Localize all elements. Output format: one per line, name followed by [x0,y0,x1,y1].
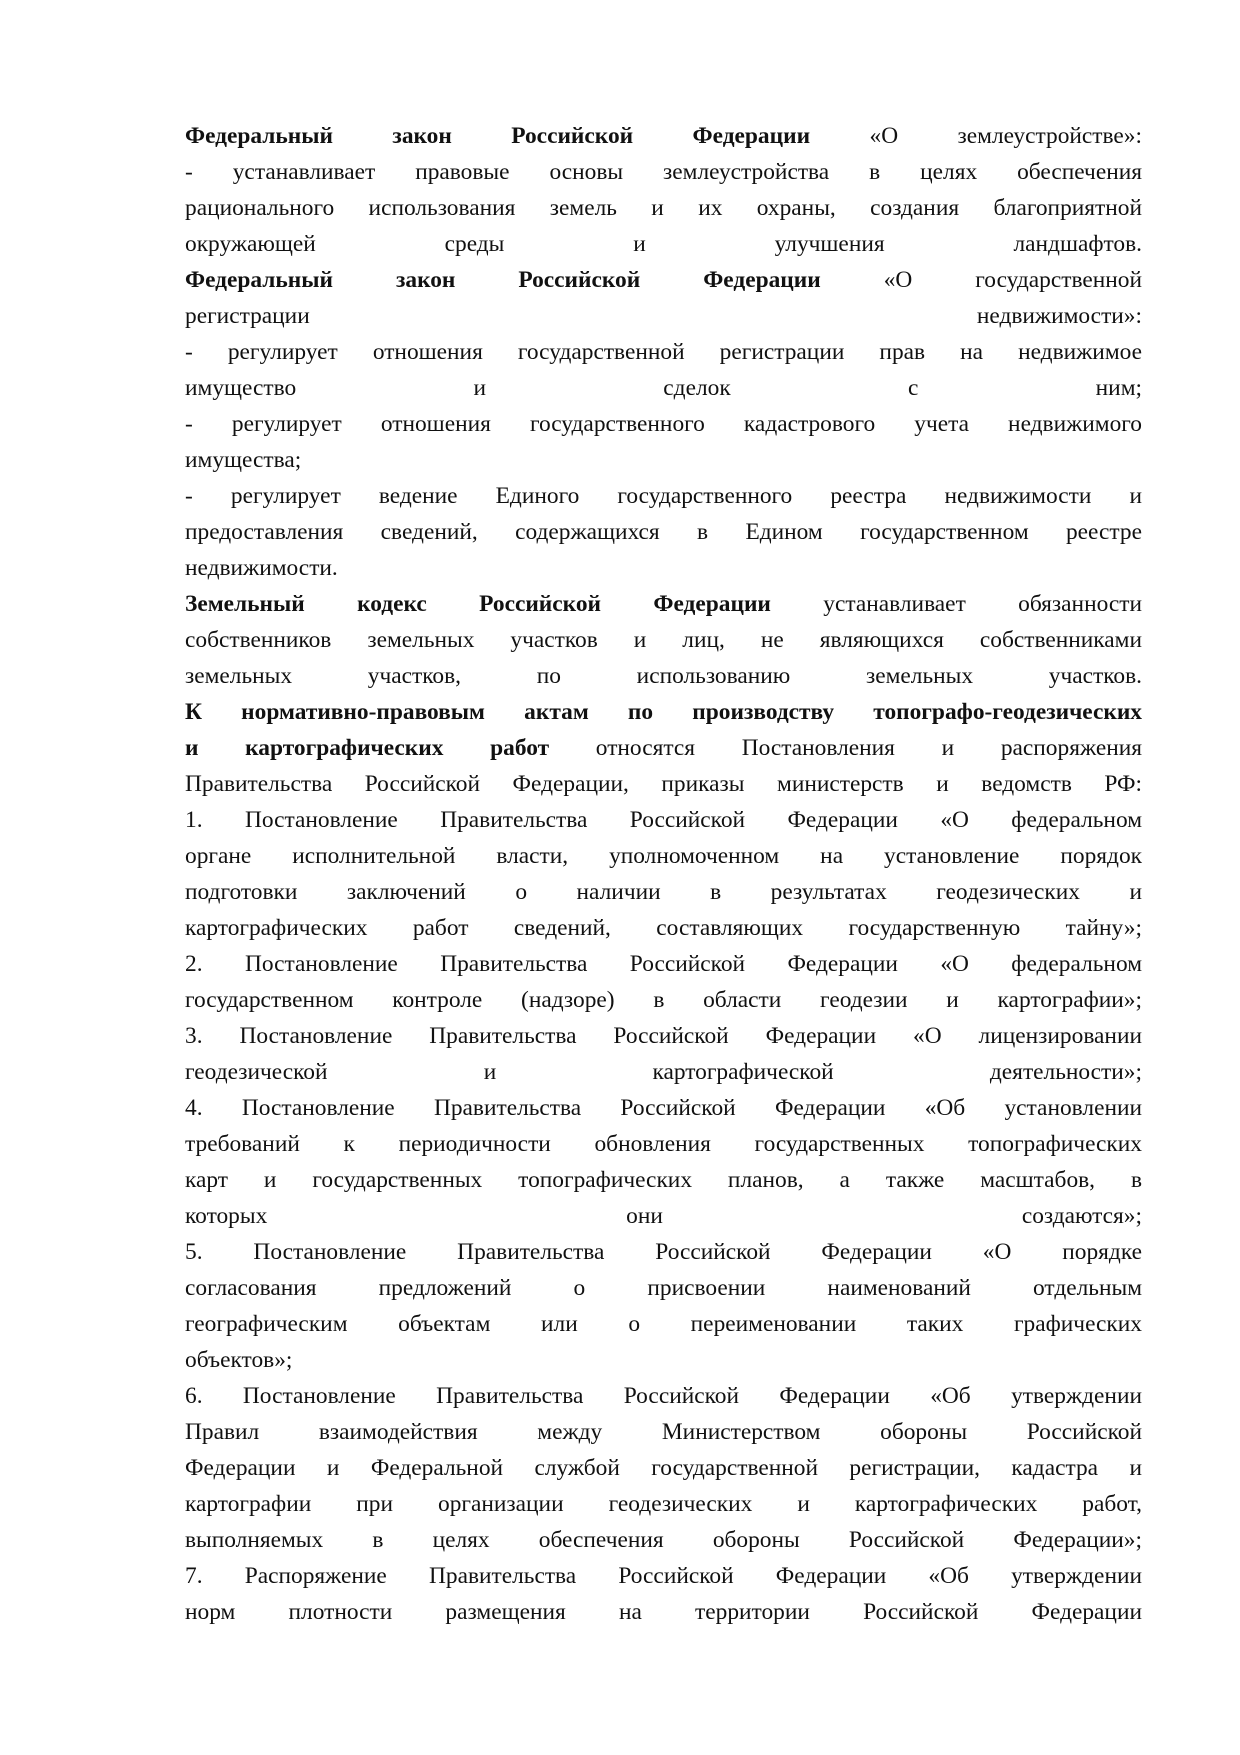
bold-heading-text: Федеральный закон Российской Федерации [185,267,821,293]
body-text: окружающей среды и улучшения ландшафтов. [185,231,1142,257]
body-text: выполняемых в целях обеспечения обороны Российской Федерации»; [185,1527,1142,1553]
text-line [185,694,1142,730]
body-text: «О землеустройстве»: [810,123,1142,149]
body-text: рационального использования земель и их охраны, создания благоприятной [185,195,1142,221]
text-line [185,1414,1142,1450]
body-text: геодезической и картографической деятельности»; [185,1059,1142,1085]
body-text: имущество и сделок с ним; [185,375,1142,401]
body-text: «О государственной [820,267,1142,293]
text-line [185,1594,1142,1630]
text-line [185,298,1142,334]
body-text: 6. Постановление Правительства Российской Федерации «Об утверждении [185,1383,1142,1409]
body-text: собственников земельных участков и лиц, не являющихся собственниками [185,627,1142,653]
document-page [185,118,1142,1630]
bold-heading-text: Федеральный закон Российской Федерации [185,123,811,149]
body-text: норм плотности размещения на территории Российской Федерации [185,1599,1142,1625]
text-line [185,262,1142,298]
text-line [185,1162,1142,1198]
body-text: Федерации и Федеральной службой государственной регистрации, кадастра и [185,1455,1142,1481]
text-line [185,226,1142,262]
text-line [185,658,1142,694]
text-line [185,1558,1142,1594]
body-text: Правительства Российской Федерации, приказы министерств и ведомств РФ: [185,771,1142,797]
body-text: 3. Постановление Правительства Российской Федерации «О лицензировании [185,1023,1142,1049]
text-line [185,586,1142,622]
body-text: - регулирует ведение Единого государственного реестра недвижимости и [185,483,1142,509]
body-text: органе исполнительной власти, уполномоченном на установление порядок [185,843,1142,869]
text-line [185,730,1142,766]
body-text: - регулирует отношения государственного кадастрового учета недвижимого [185,411,1142,437]
text-line [185,982,1142,1018]
body-text: предоставления сведений, содержащихся в Едином государственном реестре [185,519,1142,545]
body-text: земельных участков, по использованию земельных участков. [185,663,1142,689]
body-text: устанавливает обязанности [770,591,1142,617]
text-line [185,478,1142,514]
body-text: имущества; [185,447,302,473]
body-text: относятся Постановления и распоряжения [549,735,1142,761]
body-text: требований к периодичности обновления государственных топографических [185,1131,1142,1157]
body-text: которых они создаются»; [185,1203,1142,1229]
body-text: картографических работ сведений, составляющих государственную тайну»; [185,915,1142,941]
bold-heading-text: Земельный кодекс Российской Федерации [185,591,771,617]
body-text: 5. Постановление Правительства Российской Федерации «О порядке [185,1239,1142,1265]
body-text: Правил взаимодействия между Министерством обороны Российской [185,1419,1142,1445]
text-line [185,766,1142,802]
text-line [185,1522,1142,1558]
text-line [185,1306,1142,1342]
text-line [185,1090,1142,1126]
body-text: недвижимости. [185,555,338,581]
text-line [185,838,1142,874]
text-line [185,874,1142,910]
text-line [185,1234,1142,1270]
body-text: картографии при организации геодезических и картографических работ, [185,1491,1142,1517]
body-text: карт и государственных топографических планов, а также масштабов, в [185,1167,1142,1193]
text-line [185,946,1142,982]
text-line [185,550,1142,586]
body-text: 7. Распоряжение Правительства Российской Федерации «Об утверждении [185,1563,1142,1589]
text-line [185,1450,1142,1486]
text-line [185,1486,1142,1522]
text-line [185,1018,1142,1054]
body-text: 2. Постановление Правительства Российской Федерации «О федеральном [185,951,1142,977]
text-line [185,406,1142,442]
text-line [185,334,1142,370]
text-line [185,190,1142,226]
text-line [185,154,1142,190]
text-line [185,1054,1142,1090]
text-line [185,1270,1142,1306]
bold-heading-text: и картографических работ [185,735,550,761]
text-line [185,622,1142,658]
text-line [185,910,1142,946]
text-line [185,1378,1142,1414]
body-text: регистрации недвижимости»: [185,303,1142,329]
body-text: 4. Постановление Правительства Российской Федерации «Об установлении [185,1095,1142,1121]
text-line [185,370,1142,406]
body-text: географическим объектам или о переименовании таких графических [185,1311,1142,1337]
body-text: объектов»; [185,1347,293,1373]
body-text: государственном контроле (надзоре) в области геодезии и картографии»; [185,987,1142,1013]
text-line [185,118,1142,154]
body-text: - регулирует отношения государственной регистрации прав на недвижимое [185,339,1142,365]
text-line [185,1198,1142,1234]
body-text: 1. Постановление Правительства Российской Федерации «О федеральном [185,807,1142,833]
body-text: - устанавливает правовые основы землеустройства в целях обеспечения [185,159,1142,185]
bold-heading-text: К нормативно-правовым актам по производству топографо-геодезических [185,699,1142,725]
body-text: подготовки заключений о наличии в результатах геодезических и [185,879,1142,905]
text-line [185,1342,1142,1378]
text-line [185,1126,1142,1162]
text-line [185,442,1142,478]
text-line [185,514,1142,550]
body-text: согласования предложений о присвоении наименований отдельным [185,1275,1142,1301]
text-line [185,802,1142,838]
